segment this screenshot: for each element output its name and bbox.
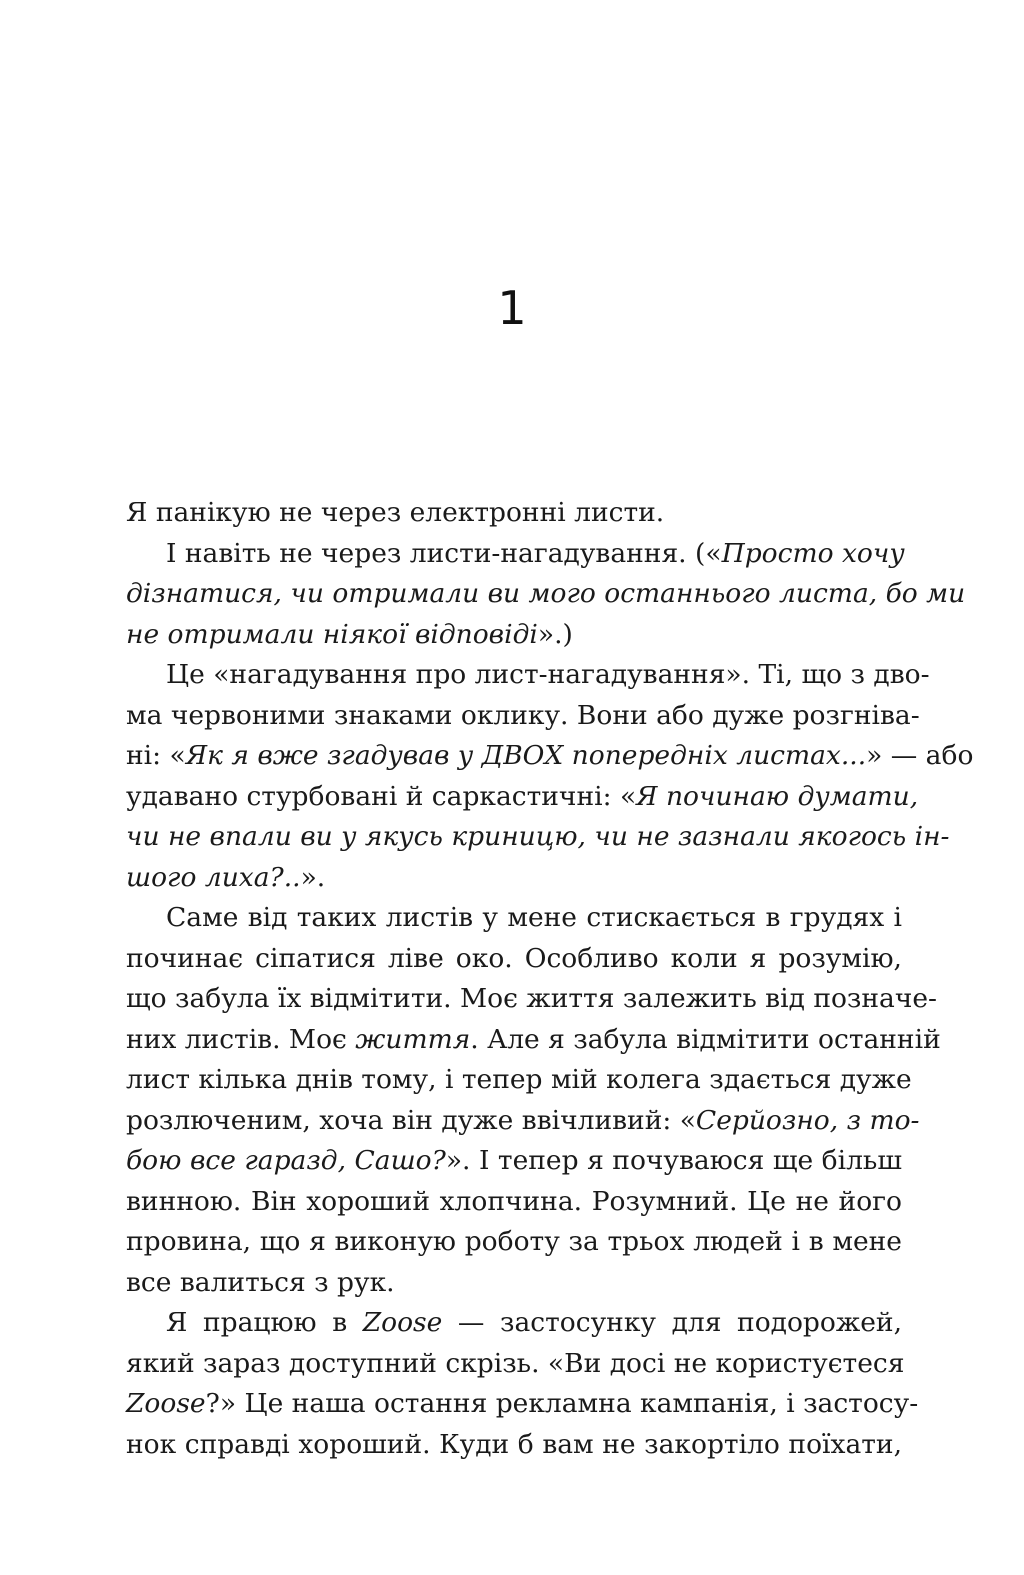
paragraph xyxy=(126,1303,919,1465)
italic-text: дізнатися, чи отримали ви мого останнього листа, бо ми xyxy=(126,578,966,609)
text-segment: ». І тепер я почуваюся ще більш xyxy=(445,1145,902,1176)
text-segment: Саме від таких листів у мене стискається в грудях і xyxy=(166,902,902,933)
text-segment: Я панікую не через електронні листи. xyxy=(126,497,665,528)
text-segment: все валиться з рук. xyxy=(126,1266,395,1298)
chapter-number: 1 xyxy=(497,281,527,335)
text-line xyxy=(126,1141,902,1182)
text-segment: » — або xyxy=(866,740,974,771)
text-line xyxy=(126,1425,902,1466)
text-line xyxy=(126,1101,920,1142)
text-segment: який зараз доступний скрізь. «Ви досі не користуєтеся xyxy=(126,1347,905,1379)
text-segment: ». xyxy=(300,861,326,893)
text-line xyxy=(126,1182,902,1223)
text-line xyxy=(126,817,950,858)
text-line xyxy=(126,979,938,1020)
italic-text: Я починаю думати, xyxy=(636,780,919,812)
text-segment: лист кілька днів тому, і тепер мій колега здається дуже xyxy=(126,1064,912,1095)
text-segment: Я працюю в xyxy=(166,1307,363,1338)
text-line xyxy=(126,1303,902,1344)
text-line xyxy=(126,939,902,980)
text-segment: розлюченим, хоча він дуже ввічливий: « xyxy=(126,1104,696,1136)
italic-text: Zoose xyxy=(362,1307,443,1338)
text-line xyxy=(126,574,966,615)
text-segment: що забула їх відмітити. Моє життя залежить від позначе- xyxy=(126,983,938,1014)
italic-text: бою все гаразд, Сашо? xyxy=(126,1145,446,1176)
body-text xyxy=(126,493,974,1465)
text-line xyxy=(126,1222,902,1263)
text-line xyxy=(126,777,919,818)
text-segment: ».) xyxy=(537,618,573,650)
text-segment: ?» Це наша остання рекламна кампанія, і застосу- xyxy=(205,1388,919,1419)
text-line xyxy=(126,1060,912,1101)
text-line xyxy=(126,493,902,534)
text-segment: провина, що я виконую роботу за трьох людей і в мене xyxy=(126,1226,902,1257)
italic-text: Просто хочу xyxy=(721,537,905,569)
italic-text: чи не впали ви у якусь криницю, чи не зазнали якогось ін- xyxy=(126,821,950,852)
text-segment: починає сіпатися ліве око. Особливо коли я розумію, xyxy=(126,942,902,974)
text-segment: них листів. Моє xyxy=(126,1023,356,1055)
text-line xyxy=(126,736,974,777)
text-segment: . Але я забула відмітити останній xyxy=(470,1023,941,1055)
text-line xyxy=(126,1344,905,1385)
paragraph xyxy=(126,898,941,1303)
paragraph xyxy=(126,655,974,898)
text-line xyxy=(126,858,902,899)
text-segment: нок справді хороший. Куди б вам не закортіло поїхати, xyxy=(126,1428,902,1460)
italic-text: Серйозно, з то- xyxy=(695,1104,920,1136)
text-segment: — застосунку для подорожей, xyxy=(442,1307,902,1338)
italic-text: життя xyxy=(355,1023,471,1055)
italic-text: Zoose xyxy=(126,1388,206,1419)
text-line xyxy=(126,615,902,656)
text-line xyxy=(126,1263,902,1304)
text-line xyxy=(126,1384,919,1425)
text-line xyxy=(126,696,920,737)
text-segment: І навіть не через листи-нагадування. (« xyxy=(166,537,722,569)
text-segment: ма червоними знаками оклику. Вони або дуже розгніва- xyxy=(126,699,920,731)
text-line xyxy=(126,898,902,939)
text-segment: удавано стурбовані й саркастичні: « xyxy=(126,780,637,812)
text-line xyxy=(126,655,930,696)
text-segment: Це «нагадування про лист-нагадування». Ті, що з дво- xyxy=(166,659,930,690)
paragraph xyxy=(126,534,966,656)
italic-text: Як я вже згадував у ДВОХ попередніх листах... xyxy=(185,740,867,771)
text-line xyxy=(126,534,905,575)
paragraph xyxy=(126,493,902,534)
text-line xyxy=(126,1020,941,1061)
italic-text: не отримали ніякої відповіді xyxy=(126,618,538,650)
italic-text: шого лиха?.. xyxy=(126,861,301,893)
text-segment: ні: « xyxy=(126,740,186,771)
text-segment: винною. Він хороший хлопчина. Розумний. Це не його xyxy=(126,1185,902,1217)
